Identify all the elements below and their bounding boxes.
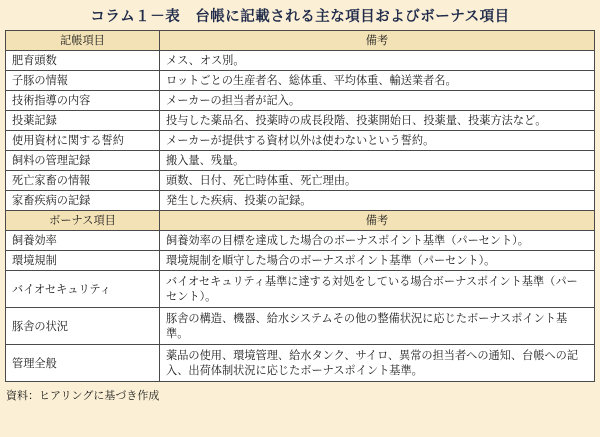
records-table [5, 30, 595, 382]
item-cell: 死亡家畜の情報 [6, 171, 160, 191]
item-cell: 投薬記録 [6, 111, 160, 131]
table-row [6, 131, 595, 151]
bonus-header-row [6, 211, 595, 231]
table-header-row [6, 31, 595, 51]
note-cell: メス、オス別。 [160, 51, 595, 71]
table-row [6, 231, 595, 251]
item-cell: 飼養効率 [6, 231, 160, 251]
note-cell: メーカーの担当者が記入。 [160, 91, 595, 111]
header-cell-bonus-note: 備考 [160, 211, 595, 231]
note-cell: メーカーが提供する資材以外は使わないという誓約。 [160, 131, 595, 151]
item-cell: 飼料の管理記録 [6, 151, 160, 171]
header-cell-note: 備考 [160, 31, 595, 51]
table-row [6, 251, 595, 271]
item-cell: バイオセキュリティ [6, 271, 160, 308]
table-row [6, 271, 595, 308]
item-cell: 豚舎の状況 [6, 308, 160, 345]
header-cell-item: 記帳項目 [6, 31, 160, 51]
table-row [6, 91, 595, 111]
item-cell: 環境規制 [6, 251, 160, 271]
table-row [6, 308, 595, 345]
table-row [6, 151, 595, 171]
note-cell: 発生した疾病、投薬の記録。 [160, 191, 595, 211]
note-cell: 搬入量、残量。 [160, 151, 595, 171]
item-cell: 家畜疾病の記録 [6, 191, 160, 211]
table-row [6, 51, 595, 71]
note-cell: 飼養効率の目標を達成した場合のボーナスポイント基準（パーセント）。 [160, 231, 595, 251]
note-cell: 投与した薬品名、投薬時の成長段階、投薬開始日、投薬量、投薬方法など。 [160, 111, 595, 131]
note-cell: 頭数、日付、死亡時体重、死亡理由。 [160, 171, 595, 191]
item-cell: 使用資材に関する誓約 [6, 131, 160, 151]
table-row [6, 191, 595, 211]
table-row [6, 345, 595, 382]
header-cell-bonus-item: ボーナス項目 [6, 211, 160, 231]
table-row [6, 71, 595, 91]
note-cell: バイオセキュリティ基準に達する対処をしている場合ボーナスポイント基準（パーセント）。 [160, 271, 595, 308]
note-cell: 豚舎の構造、機器、給水システムその他の整備状況に応じたボーナスポイント基準。 [160, 308, 595, 345]
table-row [6, 111, 595, 131]
item-cell: 管理全般 [6, 345, 160, 382]
note-cell: 環境規制を順守した場合のボーナスポイント基準（パーセント）。 [160, 251, 595, 271]
item-cell: 肥育頭数 [6, 51, 160, 71]
table-title: コラム１－表 台帳に記載される主な項目およびボーナス項目 [90, 9, 510, 25]
note-cell: 薬品の使用、環境管理、給水タンク、サイロ、異常の担当者への通知、台帳への記入、出荷体制状況に応じたボーナスポイント基準。 [160, 345, 595, 382]
table-row [6, 171, 595, 191]
note-cell: ロットごとの生産者名、総体重、平均体重、輸送業者名。 [160, 71, 595, 91]
source-note: 資料：ヒアリングに基づき作成 [6, 389, 160, 402]
item-cell: 子豚の情報 [6, 71, 160, 91]
item-cell: 技術指導の内容 [6, 91, 160, 111]
